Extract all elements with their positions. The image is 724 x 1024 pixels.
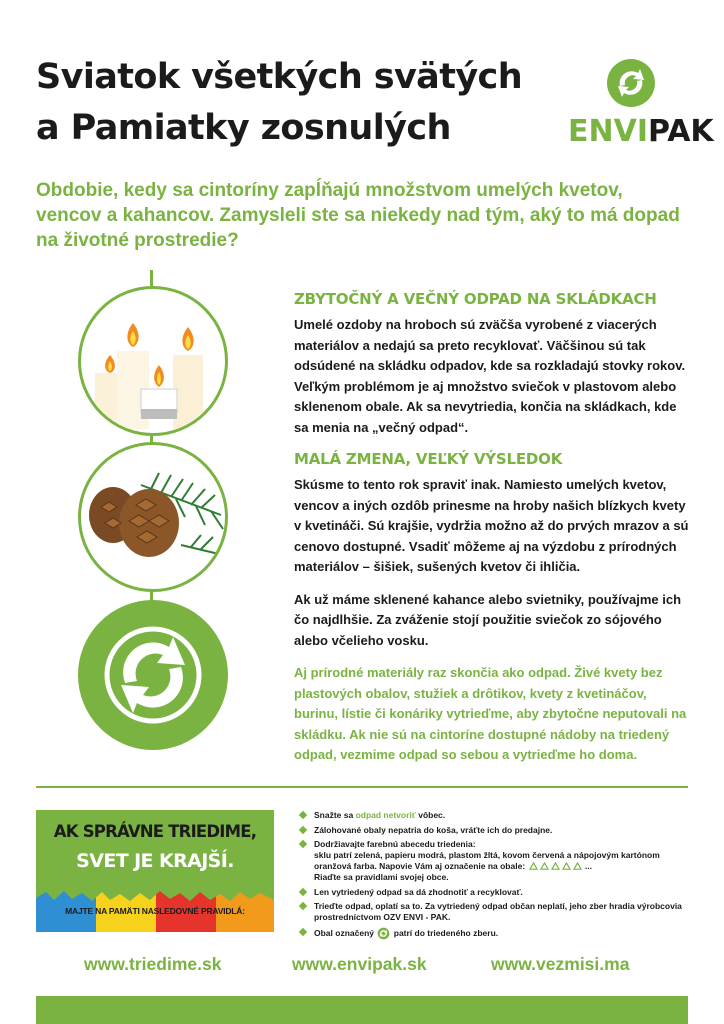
envipak-logo (568, 58, 714, 154)
rule-item: Snažte sa odpad netvoriť vôbec. (298, 810, 690, 821)
banner-line-2: SVET JE KRAJŠÍ. (76, 850, 234, 872)
rule-item: Dodržiavajte farebnú abecedu triedenia: sklu patrí zelená, papieru modrá, plastom žltá, kovom červená a nápojovým kartónom oranžová farba. Napovie Vám aj označenie na obale: ... Riaďte sa pravidlami svojej obce. (298, 839, 690, 883)
banner-line-3: MAJTE NA PAMÄTI NASLEDOVNÉ PRAVIDLÁ: (65, 906, 245, 916)
title-line-1: Sviatok všetkých svätých (36, 57, 523, 97)
rule-item: Obal označený patrí do triedeného zberu. (298, 927, 690, 940)
rule-item: Zálohované obaly nepatria do koša, vráťte ich do predajne. (298, 825, 690, 836)
section-heading-2: MALÁ ZMENA, VEĽKÝ VÝSLEDOK (294, 450, 563, 468)
page-title (36, 52, 556, 154)
section-1-paragraph: Umelé ozdoby na hroboch sú zväčša vyrobené z viacerých materiálov a nedajú sa preto recyklovať. Väčšinou sú tak odsúdené na skládku odpadov, kde sa rozkladajú stovky rokov. Veľkým problémom je aj množstvo sviečok v plastovom alebo sklenenom obale. Ak sa nevytriedia, končia na skládkach, kde sa menia na „večný odpad“. (294, 317, 686, 435)
website-links (36, 954, 688, 984)
recycling-symbol-icon (529, 862, 538, 871)
recycling-symbol-icon (562, 862, 571, 871)
section-2-paragraph-2: Ak už máme sklenené kahance alebo svietniky, používajme ich čo najdlhšie. Za zváženie stojí použitie sviečok zo sójového alebo včelieho vosku. (294, 591, 682, 648)
bullet-diamond-icon (299, 902, 307, 910)
slogan-banner (36, 810, 274, 932)
recycling-symbol-icon (540, 862, 549, 871)
logo-text-envi: ENVI (568, 114, 648, 149)
section-heading-1: ZBYTOČNÝ A VEČNÝ ODPAD NA SKLÁDKACH (294, 290, 657, 308)
recycling-symbol-icon (551, 862, 560, 871)
bullet-diamond-icon (299, 840, 307, 848)
section-2-green-paragraph: Aj prírodné materiály raz skončia ako odpad. Živé kvety bez plastových obalov, stužiek a drôtikov, kvety z kvetináčov, burinu, lístie či konáriky vytrieďme, aby zbytočne neputovali na skládku. Ak nie sú na cintoríne dostupné nádoby na triedený odpad, vezmime odpad so sebou a vytrieďme ho doma. (294, 665, 687, 762)
green-dot-recycle-icon (606, 58, 656, 108)
bullet-diamond-icon (299, 887, 307, 895)
bullet-diamond-icon (299, 927, 307, 935)
divider (36, 786, 688, 788)
green-dot-icon (377, 927, 390, 940)
bullet-diamond-icon (299, 811, 307, 819)
section-2-paragraph-1: Skúsme to tento rok spraviť inak. Namiesto umelých kvetov, vencov a iných ozdôb prinesme na hroby našich blízkych kvety v kvetináči. Sú krajšie, vydržia možno až do prvých mrazov a sú cenovo dostupné. Vsadiť môžeme aj na výzdobu z prírodných materiálov – šišiek, sušených kvetov či ihličia. (294, 477, 689, 574)
recycling-symbol-icon (573, 862, 582, 871)
footer-bar (36, 996, 688, 1024)
link-vezmisi[interactable]: www.vezmisi.ma (491, 954, 630, 974)
pinecone-icon (78, 442, 228, 592)
rule-item: Len vytriedený odpad sa dá zhodnotiť a recyklovať. (298, 887, 690, 898)
title-line-2: a Pamiatky zosnulých (36, 108, 451, 148)
intro-text: Obdobie, kedy sa cintoríny zapĺňajú množstvom umelých kvetov, vencov a kahancov. Zamysleli ste sa niekedy nad tým, aký to má dopad na životné prostredie? (36, 180, 680, 251)
rules-list (298, 810, 690, 943)
icon-column (78, 270, 228, 740)
link-envipak[interactable]: www.envipak.sk (292, 954, 427, 974)
recycle-icon (78, 600, 228, 750)
bullet-diamond-icon (299, 825, 307, 833)
main-content (294, 290, 694, 778)
logo-wordmark (568, 114, 714, 149)
candles-icon (78, 286, 228, 436)
banner-line-1: AK SPRÁVNE TRIEDIME, (53, 822, 257, 841)
link-triedime[interactable]: www.triedime.sk (84, 954, 222, 974)
rule-item: Trieďte odpad, oplatí sa to. Za vytriedený odpad občan neplatí, jeho zber hradia výrobcovia prostredníctvom OZV ENVI - PAK. (298, 901, 690, 923)
logo-text-pak: PAK (647, 114, 714, 149)
